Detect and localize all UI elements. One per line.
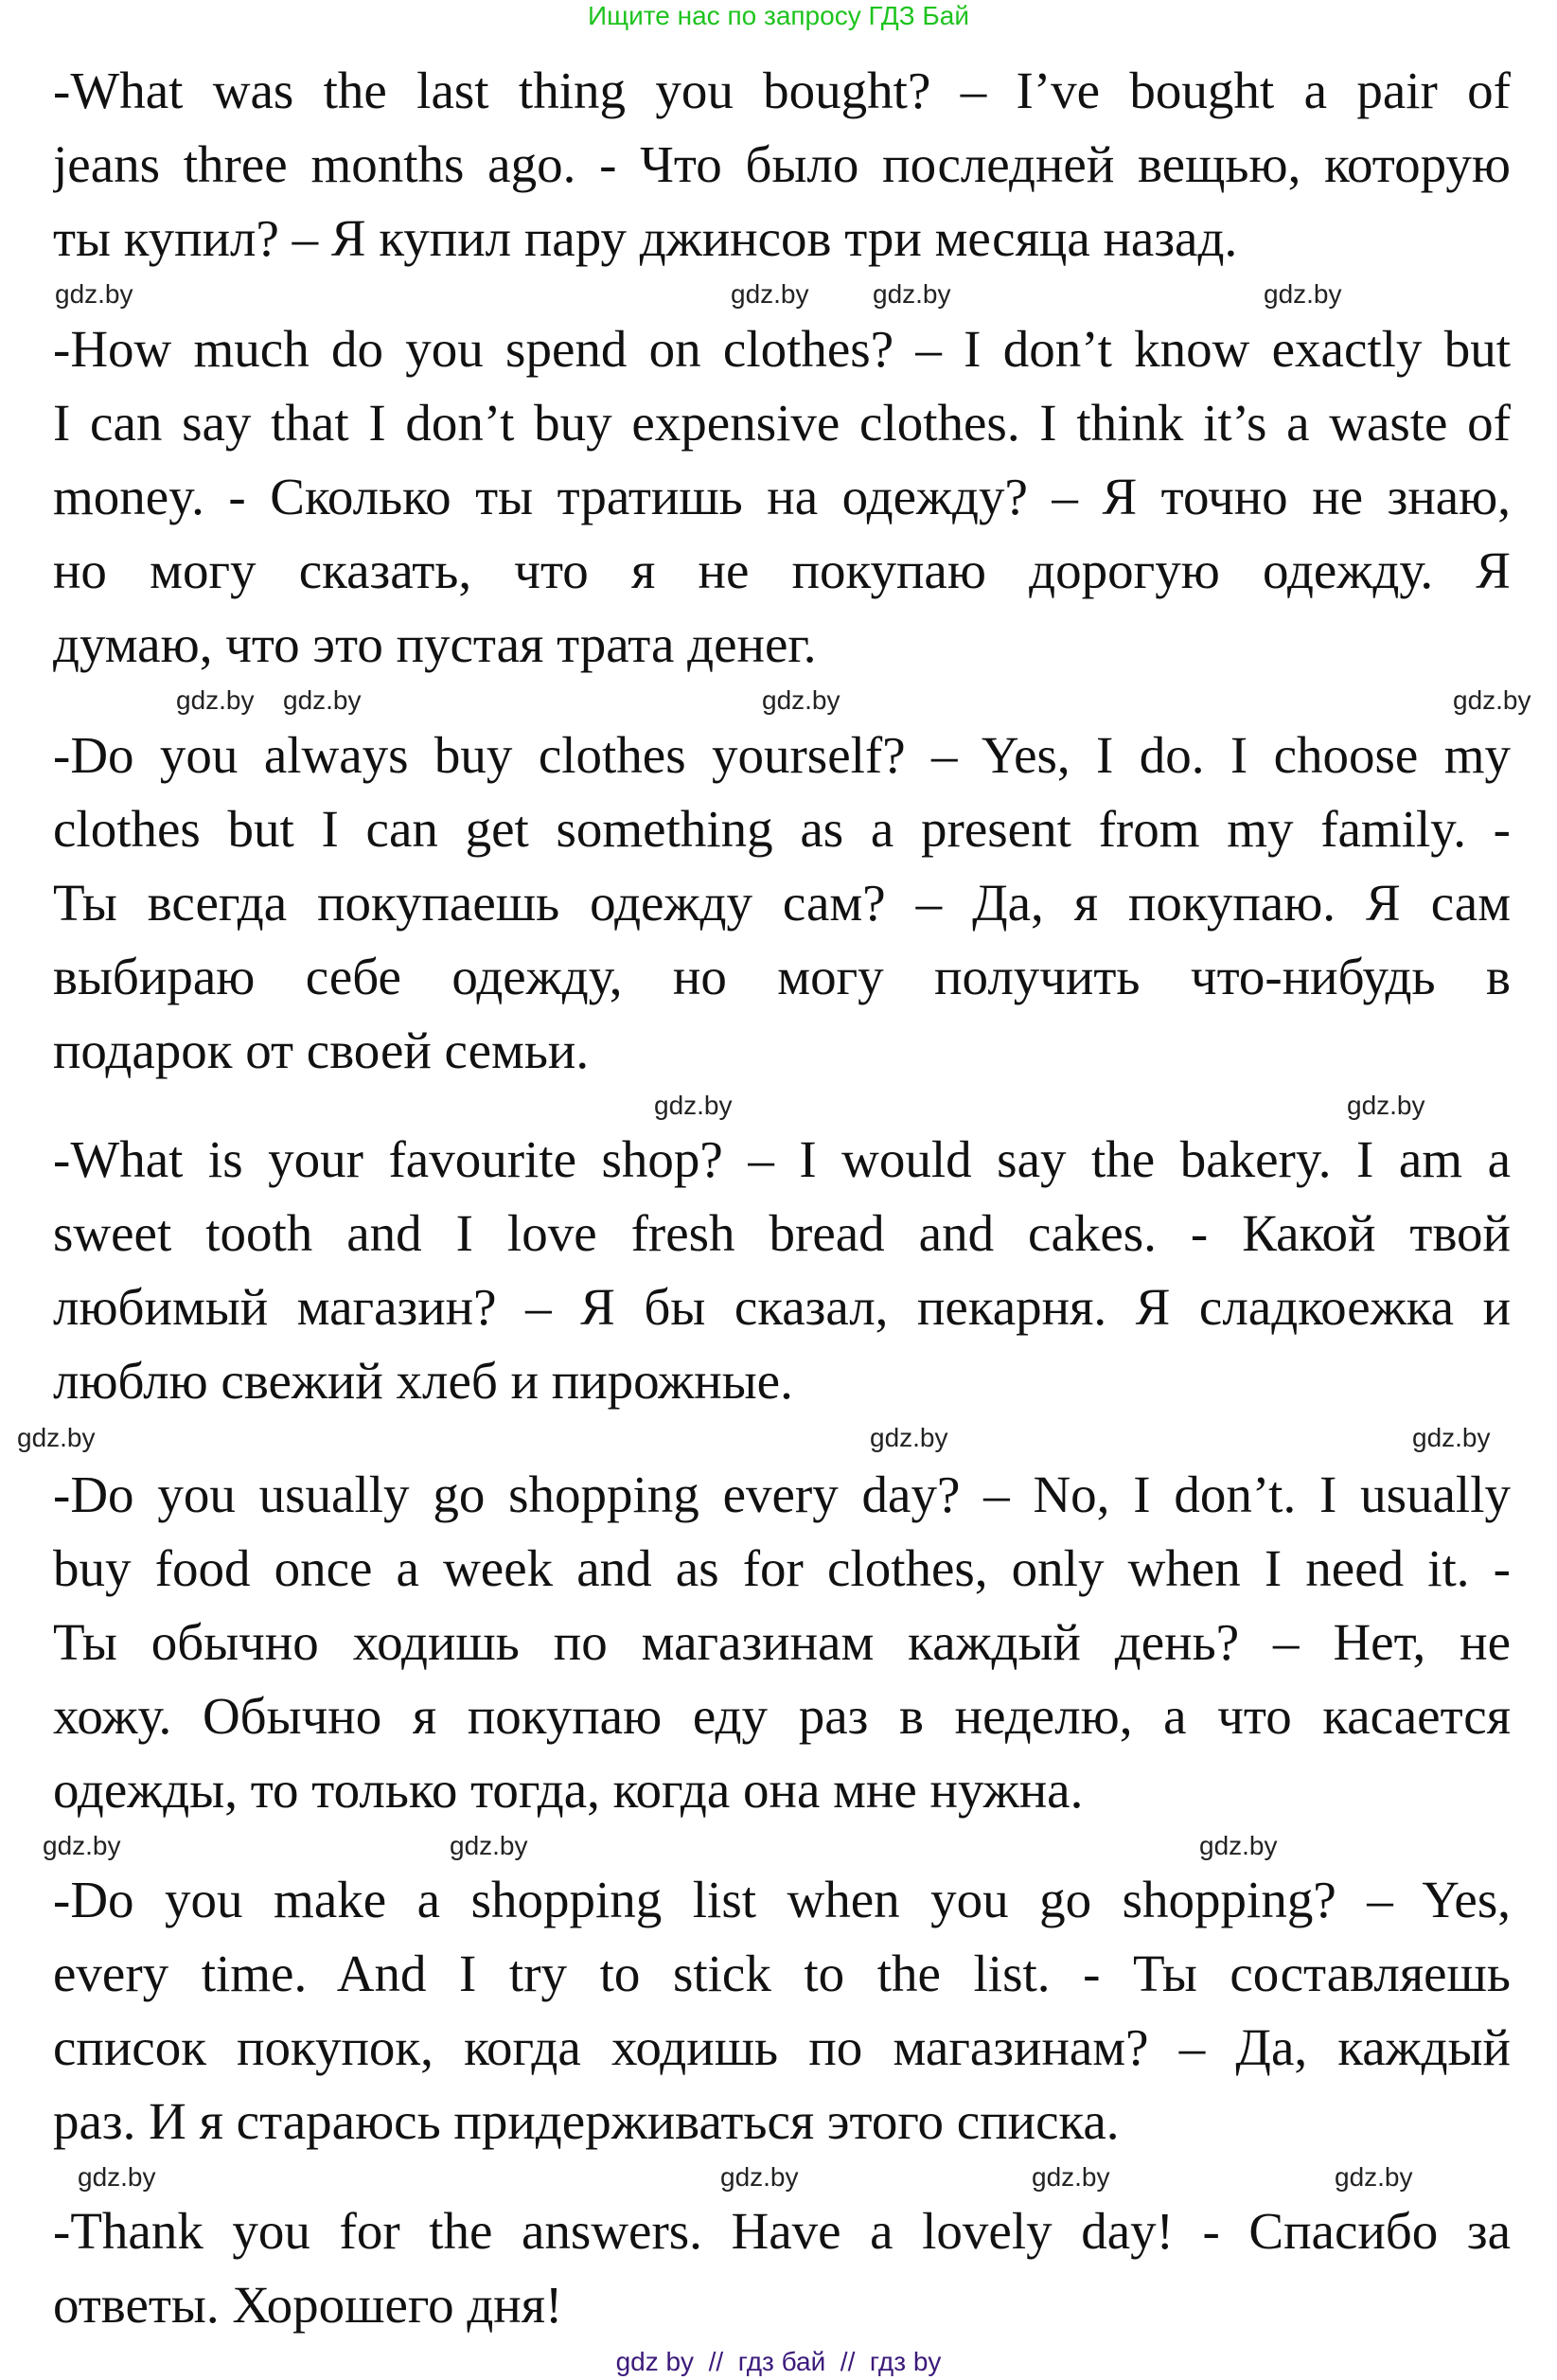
watermark-text: gdz.by xyxy=(43,1831,121,1860)
dialogue-paragraph xyxy=(53,719,1511,1088)
site-footer: gdz by // гдз бай // гдз by xyxy=(615,2347,942,2376)
watermark-text: gdz.by xyxy=(283,685,362,715)
watermark-text: gdz.by xyxy=(720,2162,799,2192)
watermark-text: gdz.by xyxy=(873,279,951,309)
search-hint-header: Ищите нас по запросу ГДЗ Бай xyxy=(587,1,970,30)
paragraph-line: -How much do you spend on clothes? – I don’t know exactly but xyxy=(53,320,1511,378)
paragraph-line: выбираю себе одежду, но могу получить что-нибудь в xyxy=(53,948,1511,1005)
watermark-text: gdz.by xyxy=(870,1423,948,1452)
paragraph-line: подарок от своей семьи. xyxy=(53,1021,590,1079)
paragraph-line: sweet tooth and I love fresh bread and cakes. - Какой твой xyxy=(53,1204,1511,1262)
paragraph-line: список покупок, когда ходишь по магазинам? – Да, каждый xyxy=(53,2018,1511,2076)
watermark-text: gdz.by xyxy=(762,685,840,715)
paragraph-line: -What is your favourite shop? – I would say the bakery. I am a xyxy=(53,1130,1511,1188)
paragraph-line: money. - Сколько ты тратишь на одежду? – Я точно не знаю, xyxy=(53,468,1511,525)
watermark-text: gdz.by xyxy=(1032,2162,1110,2192)
watermark-text: gdz.by xyxy=(17,1423,96,1452)
paragraph-line: -What was the last thing you bought? – I’ve bought a pair of xyxy=(53,62,1511,119)
watermark-text: gdz.by xyxy=(731,279,809,309)
watermark-text: gdz.by xyxy=(450,1831,528,1860)
watermark-text: gdz.by xyxy=(1335,2162,1413,2192)
paragraph-line: ты купил? – Я купил пару джинсов три месяца назад. xyxy=(53,209,1238,267)
dialogue-paragraph xyxy=(53,54,1511,275)
watermark-text: gdz.by xyxy=(78,2162,156,2192)
paragraph-line: ответы. Хорошего дня! xyxy=(53,2276,563,2334)
watermark-text: gdz.by xyxy=(176,685,255,715)
paragraph-line: -Thank you for the answers. Have a lovely day! - Спасибо за xyxy=(53,2202,1511,2260)
dialogue-paragraph xyxy=(53,2194,1511,2342)
paragraph-line: одежды, то только тогда, когда она мне нужна. xyxy=(53,1761,1084,1819)
paragraph-line: Ты обычно ходишь по магазинам каждый день? – Нет, не xyxy=(53,1613,1511,1671)
paragraph-line: -Do you always buy clothes yourself? – Yes, I do. I choose my xyxy=(53,726,1511,784)
watermark-text: gdz.by xyxy=(55,279,133,309)
paragraph-line: любимый магазин? – Я бы сказал, пекарня. Я сладкоежка и xyxy=(53,1278,1511,1336)
paragraph-line: но могу сказать, что я не покупаю дорогую одежду. Я xyxy=(53,542,1511,599)
paragraph-line: люблю свежий хлеб и пирожные. xyxy=(53,1352,793,1410)
watermark-text: gdz.by xyxy=(1264,279,1342,309)
paragraph-line: думаю, что это пустая трата денег. xyxy=(53,615,817,673)
watermark-text: gdz.by xyxy=(1199,1831,1278,1860)
paragraph-line: хожу. Обычно я покупаю еду раз в неделю, а что касается xyxy=(53,1687,1511,1745)
watermark-text: gdz.by xyxy=(1412,1423,1491,1452)
dialogue-paragraph xyxy=(53,1458,1511,1827)
paragraph-line: jeans three months ago. - Что было последней вещью, которую xyxy=(53,135,1511,193)
watermark-text: gdz.by xyxy=(654,1091,733,1120)
paragraph-line: Ты всегда покупаешь одежду сам? – Да, я покупаю. Я сам xyxy=(53,874,1511,932)
paragraph-line: buy food once a week and as for clothes, only when I need it. - xyxy=(53,1539,1511,1597)
dialogue-paragraph xyxy=(53,1863,1511,2158)
paragraph-line: I can say that I don’t buy expensive clothes. I think it’s a waste of xyxy=(53,394,1511,452)
dialogue-paragraph xyxy=(53,312,1511,682)
watermark-text: gdz.by xyxy=(1453,685,1531,715)
paragraph-line: раз. И я стараюсь придерживаться этого списка. xyxy=(53,2092,1120,2150)
paragraph-line: -Do you make a shopping list when you go shopping? – Yes, xyxy=(53,1871,1511,1928)
watermark-text: gdz.by xyxy=(1347,1091,1425,1120)
dialogue-paragraph xyxy=(53,1123,1511,1418)
paragraph-line: clothes but I can get something as a present from my family. - xyxy=(53,800,1511,858)
paragraph-line: -Do you usually go shopping every day? – No, I don’t. I usually xyxy=(53,1465,1511,1523)
paragraph-line: every time. And I try to stick to the list. - Ты составляешь xyxy=(53,1945,1511,2002)
